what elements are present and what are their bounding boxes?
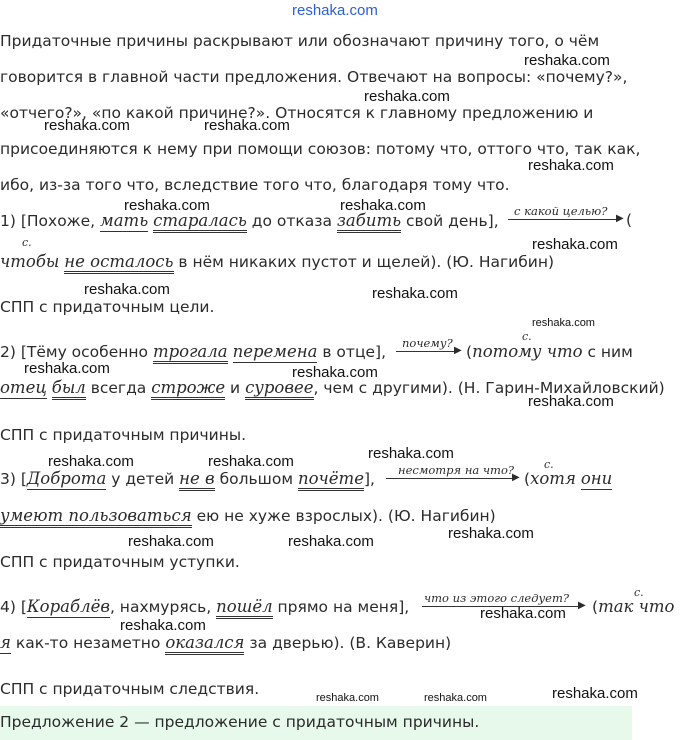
text: (: [592, 598, 599, 616]
watermark: reshaka.com: [84, 281, 170, 298]
example-line: [0, 469, 375, 489]
intro-line: говорится в главной части предложения. Отвечают на вопросы: «почему?»,: [0, 68, 628, 86]
conjunction-word: потому что: [472, 342, 583, 361]
text: всегда: [85, 379, 152, 397]
conjunction-mark: с.: [544, 458, 554, 471]
example-line: [0, 378, 665, 398]
text: ],: [363, 470, 375, 488]
text: 3) [: [0, 470, 27, 488]
text: (: [466, 343, 473, 361]
watermark: reshaka.com: [368, 445, 454, 462]
subject-word: Доброта: [26, 469, 107, 488]
arrow-shaft: [422, 606, 580, 607]
example-line: [0, 506, 496, 526]
text: у детей: [106, 470, 180, 488]
text: и: [225, 379, 246, 397]
arrow-shaft: [508, 219, 618, 220]
watermark: reshaka.com: [372, 285, 458, 302]
text: 2) [Тёму особенно: [0, 343, 153, 361]
text: свой день],: [401, 212, 499, 230]
watermark: reshaka.com: [124, 197, 210, 214]
arrow-shaft: [396, 351, 456, 352]
text: ею не хуже взрослых). (Ю. Нагибин): [191, 507, 496, 525]
subject-word: я: [0, 633, 11, 652]
watermark: reshaka.com: [364, 88, 450, 105]
text: 4) [: [0, 598, 27, 616]
arrow-shaft: [386, 478, 514, 479]
text: , нахмурясь,: [109, 598, 217, 616]
intro-line: Придаточные причины раскрывают или обозначают причину того, о чём: [0, 32, 600, 50]
example-line: [0, 597, 409, 617]
watermark: reshaka.com: [552, 685, 638, 702]
example-result: СПП с придаточным следствия.: [0, 680, 260, 698]
watermark: reshaka.com: [532, 236, 618, 253]
watermark: reshaka.com: [480, 605, 566, 622]
conjunction-mark: с.: [22, 236, 32, 249]
example-line: [0, 252, 554, 272]
example-line: [0, 633, 451, 653]
text: 1) [Похоже,: [0, 212, 101, 230]
predicate-word: не осталось: [64, 252, 173, 274]
watermark: reshaka.com: [424, 692, 487, 704]
subject-word: отец: [0, 378, 47, 397]
text: (: [626, 211, 633, 229]
watermark: reshaka.com: [528, 393, 614, 410]
example-line: [592, 597, 675, 617]
arrow-head-icon: ▶: [512, 472, 520, 483]
example-line: [0, 342, 386, 362]
predicate-word: пошёл: [216, 597, 272, 619]
predicate-word: умеют пользоваться: [0, 506, 192, 528]
watermark: reshaka.com: [48, 453, 134, 470]
text: с ним: [582, 343, 633, 361]
subject-word: мать: [100, 211, 149, 230]
watermark: reshaka.com: [288, 533, 374, 550]
watermark: reshaka.com: [532, 317, 595, 329]
predicate-word: трогала: [153, 342, 228, 364]
watermark: reshaka.com: [292, 2, 378, 19]
predicate-word: суровее: [245, 378, 313, 400]
predicate-word: не в: [179, 469, 214, 491]
text: в нём никаких пустот и щелей). (Ю. Нагибин): [173, 253, 555, 271]
watermark: reshaka.com: [524, 52, 610, 69]
conjunction-word: чтобы: [0, 252, 60, 271]
watermark: reshaka.com: [340, 197, 426, 214]
text: большом: [214, 470, 298, 488]
conjunction-word: так что: [598, 597, 675, 616]
watermark: reshaka.com: [128, 533, 214, 550]
watermark: reshaka.com: [44, 117, 130, 134]
watermark: reshaka.com: [448, 525, 534, 542]
arrow-question: с какой целью?: [514, 204, 608, 218]
example-line: [524, 469, 612, 489]
intro-line: ибо, из-за того что, вследствие того что, благодаря тому что.: [0, 176, 510, 194]
intro-line: «отчего?», «по какой причине?». Относятся к главному предложению и: [0, 104, 594, 122]
predicate-word: почёте: [298, 469, 364, 491]
arrow-head-icon: ▶: [616, 213, 624, 224]
example-line: [466, 342, 633, 362]
intro-line: присоединяются к нему при помощи союзов: потому что, оттого что, так как,: [0, 140, 641, 158]
watermark: reshaka.com: [292, 364, 378, 381]
text: в отце],: [317, 343, 386, 361]
watermark: reshaka.com: [24, 360, 110, 377]
answer-box: [0, 706, 632, 740]
predicate-word: старалась: [153, 211, 247, 233]
space: [228, 343, 233, 361]
example-result: СПП с придаточным причины.: [0, 426, 247, 444]
example-result: СПП с придаточным уступки.: [0, 553, 240, 571]
watermark: reshaka.com: [204, 117, 290, 134]
watermark: reshaka.com: [316, 692, 379, 704]
subject-word: перемена: [232, 342, 318, 361]
answer-text: Предложение 2 — предложение с придаточным причины.: [0, 713, 480, 731]
watermark: reshaka.com: [208, 453, 294, 470]
example-result: СПП с придаточным цели.: [0, 298, 215, 316]
predicate-word: строже: [151, 378, 225, 400]
text: за дверью). (В. Каверин): [244, 634, 452, 652]
watermark: reshaka.com: [528, 157, 614, 174]
arrow-head-icon: ▶: [578, 600, 586, 611]
text: как-то незаметно: [10, 634, 166, 652]
conjunction-mark: с.: [634, 586, 644, 599]
text: прямо на меня],: [272, 598, 410, 616]
text: (: [524, 470, 531, 488]
subject-word: Кораблёв: [26, 597, 110, 616]
example-line: [0, 211, 499, 231]
arrow-question: почему?: [402, 336, 453, 350]
conjunction-mark: с.: [522, 330, 532, 343]
watermark: reshaka.com: [120, 617, 206, 634]
arrow-question: несмотря на что?: [398, 463, 515, 477]
text: до отказа: [246, 212, 337, 230]
arrow-question: что из этого следует?: [424, 591, 570, 605]
predicate-word: оказался: [165, 633, 244, 655]
predicate-word: забить: [337, 211, 401, 233]
text: , чем с другими). (Н. Гарин-Михайловский): [313, 379, 665, 397]
subject-word: они: [580, 469, 613, 488]
arrow-head-icon: ▶: [454, 345, 462, 356]
conjunction-word: хотя: [530, 469, 576, 488]
predicate-word: был: [52, 378, 86, 400]
